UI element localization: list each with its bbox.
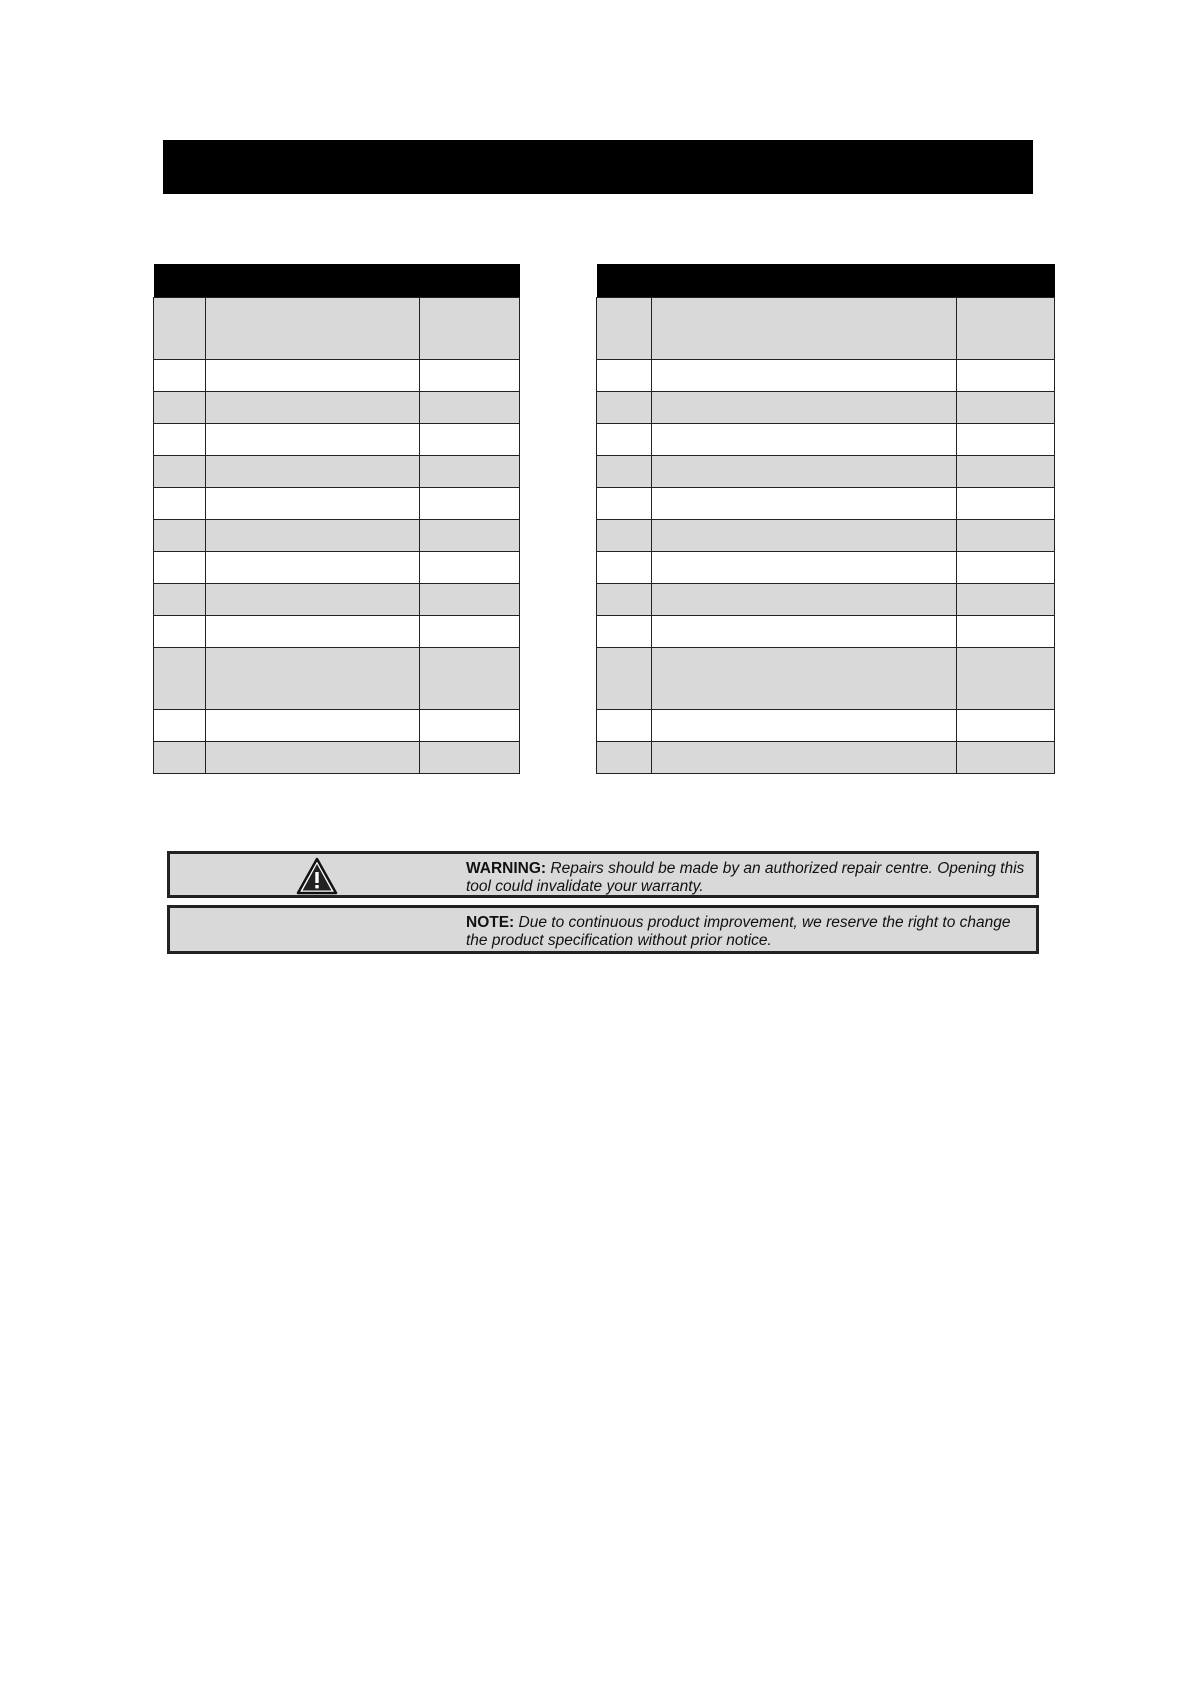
cell-quantity <box>957 648 1055 710</box>
cell-quantity <box>420 488 520 520</box>
cell-description <box>652 298 957 360</box>
cell-quantity <box>420 552 520 584</box>
cell-part-number <box>597 456 652 488</box>
cell-description <box>206 648 420 710</box>
cell-description <box>206 360 420 392</box>
table-header-row <box>597 264 1055 298</box>
cell-part-number <box>597 488 652 520</box>
cell-part-number <box>154 710 206 742</box>
cell-description <box>206 616 420 648</box>
table-row <box>597 584 1055 616</box>
cell-part-number <box>154 488 206 520</box>
cell-quantity <box>957 424 1055 456</box>
table-row <box>597 710 1055 742</box>
table-body <box>154 298 520 774</box>
cell-quantity <box>420 456 520 488</box>
cell-part-number <box>154 584 206 616</box>
cell-description <box>206 488 420 520</box>
cell-description <box>652 742 957 774</box>
cell-part-number <box>597 360 652 392</box>
note-label: NOTE: <box>466 914 515 931</box>
table-row <box>597 424 1055 456</box>
cell-description <box>652 616 957 648</box>
table-row <box>154 392 520 424</box>
cell-part-number <box>597 392 652 424</box>
cell-part-number <box>154 520 206 552</box>
cell-part-number <box>597 648 652 710</box>
cell-quantity <box>420 742 520 774</box>
cell-description <box>652 584 957 616</box>
warning-text <box>466 860 1036 896</box>
cell-part-number <box>597 424 652 456</box>
cell-part-number <box>154 742 206 774</box>
cell-quantity <box>420 648 520 710</box>
cell-quantity <box>957 488 1055 520</box>
cell-description <box>206 552 420 584</box>
cell-description <box>652 710 957 742</box>
column-header-no <box>154 264 206 298</box>
cell-part-number <box>154 392 206 424</box>
table-row <box>597 456 1055 488</box>
parts-table-left <box>153 264 520 774</box>
cell-part-number <box>154 298 206 360</box>
cell-part-number <box>154 360 206 392</box>
column-header-description <box>206 264 420 298</box>
cell-description <box>652 392 957 424</box>
cell-quantity <box>420 520 520 552</box>
cell-description <box>652 648 957 710</box>
cell-quantity <box>957 520 1055 552</box>
page-title-bar <box>163 140 1033 194</box>
table-row <box>154 520 520 552</box>
cell-quantity <box>957 456 1055 488</box>
column-header-qty <box>420 264 520 298</box>
table-row <box>154 360 520 392</box>
cell-quantity <box>420 392 520 424</box>
cell-part-number <box>154 456 206 488</box>
cell-quantity <box>957 392 1055 424</box>
cell-quantity <box>420 424 520 456</box>
column-header-no <box>597 264 652 298</box>
cell-description <box>206 392 420 424</box>
cell-description <box>206 520 420 552</box>
cell-part-number <box>597 742 652 774</box>
cell-quantity <box>957 584 1055 616</box>
cell-part-number <box>154 424 206 456</box>
note-text <box>466 914 1036 950</box>
table-row <box>154 456 520 488</box>
table-row <box>154 742 520 774</box>
cell-description <box>652 552 957 584</box>
cell-description <box>652 360 957 392</box>
cell-part-number <box>597 298 652 360</box>
table-row <box>597 648 1055 710</box>
table-row <box>597 552 1055 584</box>
table-row <box>597 616 1055 648</box>
table-row <box>154 552 520 584</box>
table-row <box>597 742 1055 774</box>
cell-part-number <box>597 520 652 552</box>
cell-part-number <box>154 648 206 710</box>
cell-quantity <box>420 616 520 648</box>
cell-quantity <box>957 552 1055 584</box>
cell-quantity <box>957 360 1055 392</box>
cell-description <box>652 456 957 488</box>
cell-description <box>652 488 957 520</box>
table-row <box>154 616 520 648</box>
warning-message: Repairs should be made by an authorized repair centre. Opening this tool could invalidate your warranty. <box>466 860 1025 895</box>
note-notice <box>167 905 1039 954</box>
cell-description <box>206 742 420 774</box>
table-row <box>597 488 1055 520</box>
table-row <box>154 424 520 456</box>
cell-part-number <box>597 710 652 742</box>
cell-description <box>206 710 420 742</box>
table-row <box>597 392 1055 424</box>
cell-description <box>652 520 957 552</box>
cell-quantity <box>957 298 1055 360</box>
warning-triangle-icon <box>296 857 338 895</box>
cell-description <box>206 298 420 360</box>
cell-quantity <box>957 742 1055 774</box>
cell-part-number <box>154 616 206 648</box>
table-row <box>597 298 1055 360</box>
warning-label: WARNING: <box>466 860 547 877</box>
table-row <box>154 488 520 520</box>
cell-part-number <box>597 552 652 584</box>
cell-quantity <box>420 360 520 392</box>
cell-description <box>652 424 957 456</box>
cell-quantity <box>957 616 1055 648</box>
table-body <box>597 298 1055 774</box>
table-header-row <box>154 264 520 298</box>
cell-description <box>206 424 420 456</box>
cell-quantity <box>957 710 1055 742</box>
cell-quantity <box>420 710 520 742</box>
table-row <box>154 710 520 742</box>
table-row <box>154 648 520 710</box>
column-header-description <box>652 264 957 298</box>
cell-description <box>206 584 420 616</box>
note-message: Due to continuous product improvement, we reserve the right to change the product specification without prior notice. <box>466 914 1011 949</box>
cell-part-number <box>597 616 652 648</box>
cell-part-number <box>154 552 206 584</box>
warning-notice <box>167 851 1039 898</box>
table-row <box>154 584 520 616</box>
cell-quantity <box>420 584 520 616</box>
table-row <box>597 360 1055 392</box>
cell-part-number <box>597 584 652 616</box>
table-row <box>154 298 520 360</box>
parts-table-right <box>596 264 1055 774</box>
table-row <box>597 520 1055 552</box>
cell-description <box>206 456 420 488</box>
column-header-qty <box>957 264 1055 298</box>
cell-quantity <box>420 298 520 360</box>
